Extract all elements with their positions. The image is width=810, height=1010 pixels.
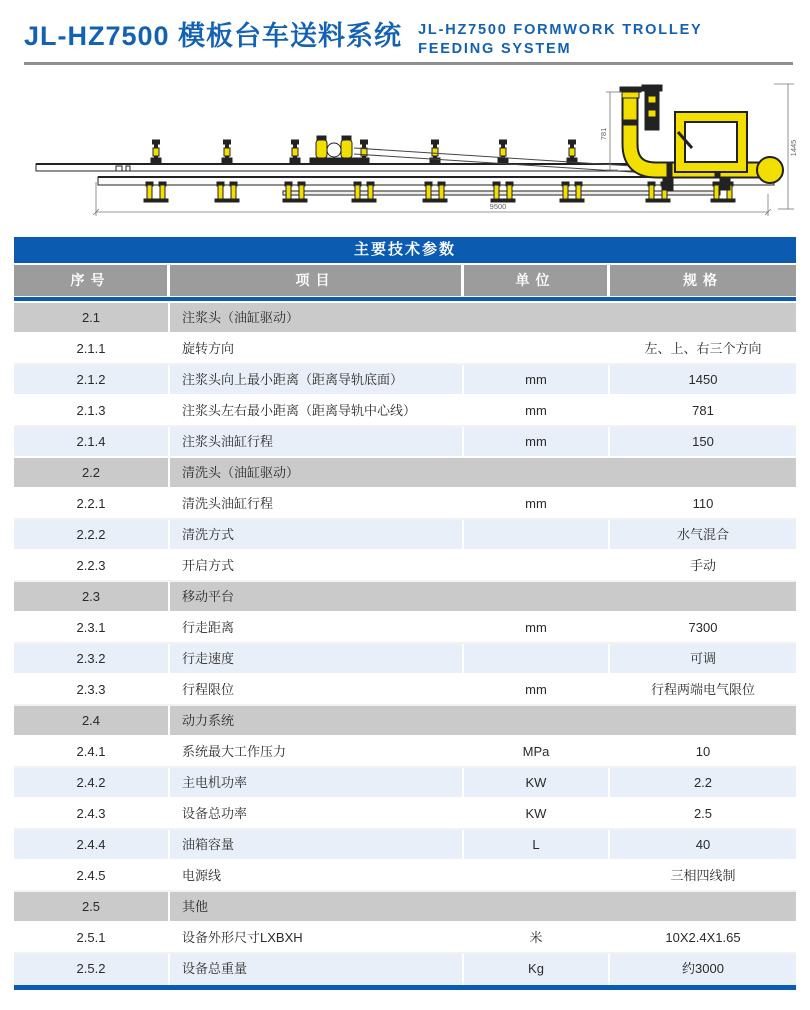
- table-row: [14, 923, 796, 954]
- cell-no: 2.1.3: [14, 396, 170, 425]
- cell-spec: 手动: [689, 558, 716, 573]
- cell-item: 电源线: [170, 861, 464, 890]
- cell-no: 2.3: [14, 582, 170, 611]
- cell-unit: mm: [464, 365, 610, 394]
- cell-no: 2.3.2: [14, 644, 170, 673]
- cell-item: 注浆头油缸行程: [170, 427, 464, 456]
- header-divider: [24, 62, 793, 65]
- cell-no: 2.4.1: [14, 737, 170, 766]
- table-row: [14, 737, 796, 768]
- cell-unit: 米: [464, 923, 610, 952]
- table-row: [14, 489, 796, 520]
- cell-unit: Kg: [464, 954, 610, 985]
- page-header: [24, 16, 794, 59]
- cell-unit: [464, 644, 610, 673]
- cell-no: 2.4.2: [14, 768, 170, 797]
- table-row: [14, 861, 796, 892]
- cell-spec: 40: [695, 837, 711, 852]
- cell-unit: [464, 551, 610, 580]
- cell-no: 2.4.3: [14, 799, 170, 828]
- cell-spec: 7300: [688, 620, 718, 635]
- table-row: [14, 954, 796, 985]
- cell-no: 2.4.4: [14, 830, 170, 859]
- cell-spec: 约3000: [682, 961, 724, 976]
- cell-spec: 10: [695, 744, 711, 759]
- cell-unit: mm: [464, 396, 610, 425]
- cell-spec: 10X2.4X1.65: [665, 930, 741, 945]
- cell-unit: mm: [464, 427, 610, 456]
- cell-item: 注浆头左右最小距离（距离导轨中心线）: [170, 396, 464, 425]
- cell-item: 注浆头（油缸驱动）: [182, 310, 300, 325]
- cell-unit: KW: [464, 799, 610, 828]
- page-title-english-line1: JL-HZ7500 FORMWORK TROLLEY: [418, 22, 703, 38]
- cell-unit: MPa: [464, 737, 610, 766]
- table-row: [14, 768, 796, 799]
- cell-item: 开启方式: [170, 551, 464, 580]
- table-row: [14, 427, 796, 458]
- table-row: [14, 830, 796, 861]
- dim-label-781: 781: [599, 127, 608, 141]
- page-title-english-line2: FEEDING SYSTEM: [418, 40, 572, 57]
- table-row: [14, 644, 796, 675]
- table-section-row: [14, 706, 796, 737]
- cell-no: 2.5.2: [14, 954, 170, 985]
- spec-table: [14, 237, 796, 990]
- cell-item: 清洗方式: [170, 520, 464, 549]
- col-header-item: 项目: [170, 265, 464, 296]
- cell-item: 行走速度: [170, 644, 464, 673]
- cell-spec: 781: [692, 403, 714, 418]
- cell-spec: 水气混合: [676, 527, 729, 542]
- page-title: JL-HZ7500 模板台车送料系统: [24, 21, 403, 51]
- dim-label-1445: 1445: [789, 139, 798, 157]
- table-row: [14, 396, 796, 427]
- table-section-row: [14, 892, 796, 923]
- cell-no: 2.1.1: [14, 334, 170, 363]
- cell-spec: 三相四线制: [670, 868, 736, 883]
- table-row: [14, 551, 796, 582]
- cell-item: 其他: [182, 899, 209, 914]
- cell-spec: 左、上、右三个方向: [644, 341, 762, 356]
- cell-spec: 110: [692, 496, 714, 511]
- cell-unit: mm: [464, 675, 610, 704]
- cell-no: 2.2.3: [14, 551, 170, 580]
- cell-unit: L: [464, 830, 610, 859]
- cell-no: 2.2.2: [14, 520, 170, 549]
- cell-no: 2.3.1: [14, 613, 170, 642]
- cell-item: 动力系统: [182, 713, 235, 728]
- grout-head-assembly: [620, 85, 783, 190]
- table-row: [14, 799, 796, 830]
- table-section-row: [14, 458, 796, 489]
- cell-spec: 2.2: [693, 775, 713, 790]
- col-header-no: 序号: [14, 265, 170, 296]
- cell-no: 2.1.4: [14, 427, 170, 456]
- page-title-english: [418, 16, 702, 59]
- cell-item: 设备总重量: [170, 954, 464, 985]
- cell-item: 旋转方向: [170, 334, 464, 363]
- cell-spec: 150: [692, 434, 714, 449]
- cell-no: 2.5: [14, 892, 170, 921]
- cell-no: 2.4: [14, 706, 170, 735]
- cell-spec: 1450: [688, 372, 718, 387]
- table-bottom-rule: [14, 985, 796, 990]
- cell-item: 设备外形尺寸LXBXH: [170, 923, 464, 952]
- cell-item: 油箱容量: [170, 830, 464, 859]
- cell-no: 2.1: [14, 303, 170, 332]
- cell-item: 行程限位: [170, 675, 464, 704]
- cell-unit: [464, 334, 610, 363]
- table-row: [14, 334, 796, 365]
- cell-item: 设备总功率: [170, 799, 464, 828]
- cell-item: 注浆头向上最小距离（距离导轨底面）: [170, 365, 464, 394]
- table-row: [14, 365, 796, 396]
- table-header-divider: [14, 297, 796, 301]
- cell-unit: mm: [464, 613, 610, 642]
- cell-no: 2.1.2: [14, 365, 170, 394]
- cell-unit: KW: [464, 768, 610, 797]
- cell-no: 2.2.1: [14, 489, 170, 518]
- cell-item: 清洗头（油缸驱动）: [182, 465, 300, 480]
- cell-unit: [464, 861, 610, 890]
- table-row: [14, 520, 796, 551]
- machine-drawing: [18, 82, 798, 234]
- cell-no: 2.5.1: [14, 923, 170, 952]
- table-row: [14, 613, 796, 644]
- cell-item: 系统最大工作压力: [170, 737, 464, 766]
- dim-label-9500: 9500: [489, 202, 507, 211]
- cell-no: 2.2: [14, 458, 170, 487]
- col-header-unit: 单位: [464, 265, 610, 296]
- cell-item: 行走距离: [170, 613, 464, 642]
- cell-spec: 可调: [689, 651, 716, 666]
- cell-unit: [464, 520, 610, 549]
- cell-item: 移动平台: [182, 589, 235, 604]
- cell-unit: mm: [464, 489, 610, 518]
- table-section-row: [14, 582, 796, 613]
- cell-no: 2.3.3: [14, 675, 170, 704]
- cell-no: 2.4.5: [14, 861, 170, 890]
- table-header-row: [14, 265, 796, 296]
- table-row: [14, 675, 796, 706]
- table-body: [14, 303, 796, 985]
- cell-spec: 2.5: [693, 806, 713, 821]
- cell-item: 清洗头油缸行程: [170, 489, 464, 518]
- cell-spec: 行程两端电气限位: [650, 682, 755, 697]
- table-section-row: [14, 303, 796, 334]
- col-header-spec: 规格: [683, 272, 723, 288]
- table-title: 主要技术参数: [14, 237, 796, 263]
- cell-item: 主电机功率: [170, 768, 464, 797]
